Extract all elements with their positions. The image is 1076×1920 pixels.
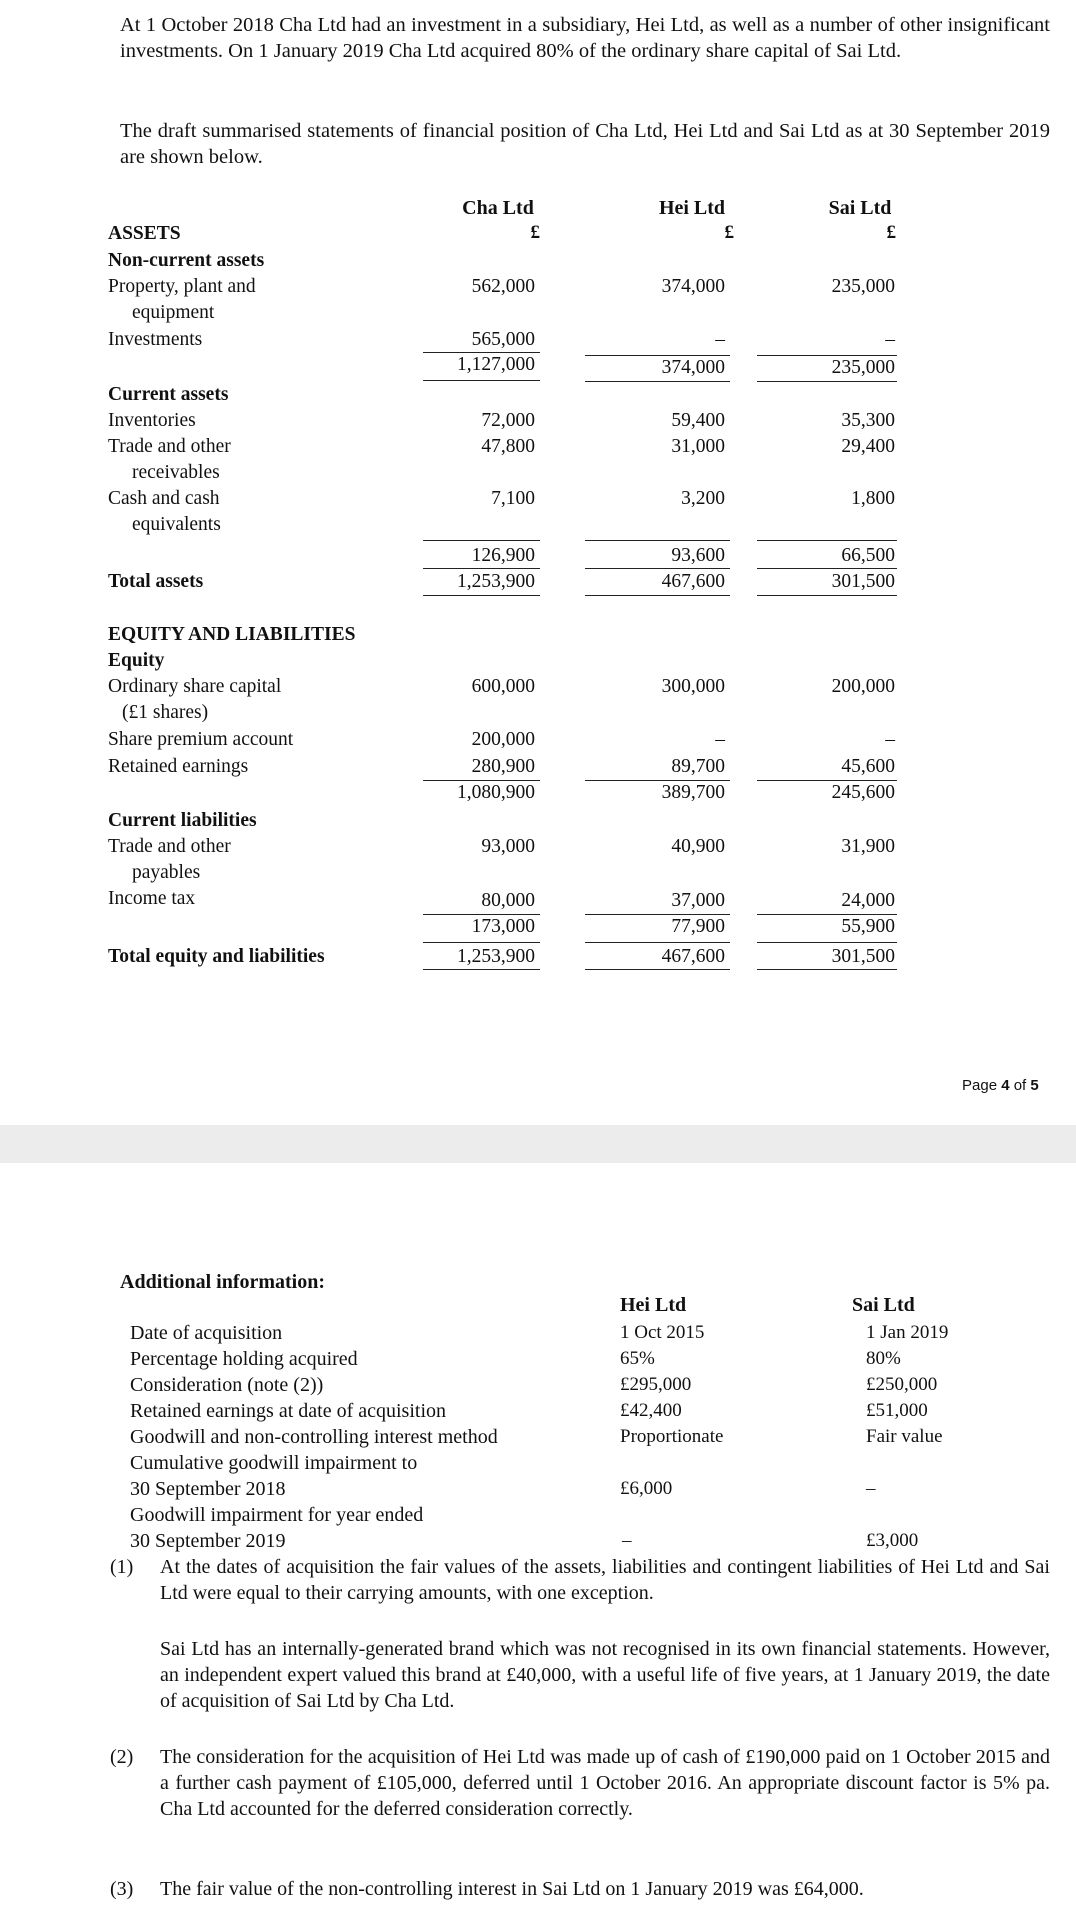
info-row-sai: £250,000 xyxy=(866,1374,938,1395)
note-number: (2) xyxy=(110,1746,134,1768)
sai-receivables: 29,400 xyxy=(841,436,895,457)
hei-cash: 3,200 xyxy=(681,488,725,509)
rule-hei-ta-top xyxy=(585,568,730,569)
note-text: At the dates of acquisition the fair values of the assets, liabilities and contingent liabilities of Hei Ltd and Sai Ltd were equal to their carrying amounts, with one exception. xyxy=(160,1556,1050,1604)
share-capital-label: Ordinary share capital xyxy=(108,676,282,697)
info-row-label: Goodwill impairment for year ended xyxy=(130,1504,424,1526)
col-heading-sai: Sai Ltd xyxy=(828,197,892,219)
info-row-sai: 80% xyxy=(866,1348,901,1369)
cha-receivables: 47,800 xyxy=(481,436,535,457)
info-row-hei: £295,000 xyxy=(620,1374,692,1395)
rule-sai-nca xyxy=(757,355,897,356)
cha-share-capital: 600,000 xyxy=(471,676,535,697)
intro-paragraph-2: The draft summarised statements of financial position of Cha Ltd, Hei Ltd and Sai Ltd as at 30 September 2019 are shown below. xyxy=(120,120,1050,168)
cha-inventories: 72,000 xyxy=(481,410,535,431)
rule-hei-eq xyxy=(585,780,730,781)
payables-label: Trade and other xyxy=(108,836,231,857)
ppe-label: Property, plant and xyxy=(108,276,256,297)
cash-label: Cash and cash xyxy=(108,488,220,509)
rule-cha-eq xyxy=(423,780,540,781)
total-assets-label: Total assets xyxy=(108,571,204,592)
sai-cash: 1,800 xyxy=(851,488,895,509)
rule-sai-eq xyxy=(757,780,897,781)
hei-total-eq-liab: 467,600 xyxy=(661,946,725,967)
info-row-label: Consideration (note (2)) xyxy=(130,1374,324,1396)
rule-sai-ca xyxy=(757,540,897,541)
info-row-label: 30 September 2019 xyxy=(130,1530,286,1552)
assets-heading: ASSETS xyxy=(108,223,181,244)
note-text: The fair value of the non-controlling interest in Sai Ltd on 1 January 2019 was £64,000. xyxy=(160,1878,864,1900)
share-capital-label-cont: (£1 shares) xyxy=(122,702,209,723)
info-row-label: Cumulative goodwill impairment to xyxy=(130,1452,418,1474)
info-row-sai: Fair value xyxy=(866,1426,943,1447)
rule-hei-tel-top xyxy=(585,942,730,943)
col-heading-hei: Hei Ltd xyxy=(658,197,726,219)
rule-sai-tel-top xyxy=(757,942,897,943)
rule-sai-ta-top xyxy=(757,568,897,569)
additional-col-hei: Hei Ltd xyxy=(620,1294,687,1316)
cha-ppe: 562,000 xyxy=(471,276,535,297)
hei-share-premium: – xyxy=(715,729,725,750)
hei-retained: 89,700 xyxy=(671,756,725,777)
info-row-label: 30 September 2018 xyxy=(130,1478,286,1500)
info-row-label: Goodwill and non-controlling interest method xyxy=(130,1426,498,1448)
equity-heading: Equity xyxy=(108,650,165,671)
info-row-hei: £42,400 xyxy=(620,1400,682,1421)
cha-ca-total: 126,900 xyxy=(471,545,535,566)
rule-cha-tel-bottom xyxy=(423,969,540,970)
sai-tax: 24,000 xyxy=(841,890,895,911)
inventories-label: Inventories xyxy=(108,410,196,431)
cha-total-eq-liab: 1,253,900 xyxy=(457,946,535,967)
page-number: Page 4 of 5 xyxy=(962,1077,1039,1094)
additional-col-sai: Sai Ltd xyxy=(852,1294,915,1316)
rule-hei-ca xyxy=(585,540,730,541)
sai-total-eq-liab: 301,500 xyxy=(831,946,895,967)
rule-hei-tel-bottom xyxy=(585,969,730,970)
info-row-label: Date of acquisition xyxy=(130,1322,283,1344)
sai-retained: 45,600 xyxy=(841,756,895,777)
hei-tax: 37,000 xyxy=(671,890,725,911)
rule-sai-ta-bottom xyxy=(757,595,897,596)
info-row-hei: 1 Oct 2015 xyxy=(620,1322,705,1343)
hei-receivables: 31,000 xyxy=(671,436,725,457)
hei-cl-total: 77,900 xyxy=(671,916,725,937)
rule-hei-nca-bottom xyxy=(585,381,730,382)
retained-earnings-label: Retained earnings xyxy=(108,756,249,777)
rule-hei-nca xyxy=(585,355,730,356)
receivables-label: Trade and other xyxy=(108,436,231,457)
info-row-sai: £3,000 xyxy=(866,1530,919,1551)
cha-tax: 80,000 xyxy=(481,890,535,911)
ppe-label-cont: equipment xyxy=(132,302,215,323)
info-row-sai: 1 Jan 2019 xyxy=(866,1322,949,1343)
rule-cha-nca xyxy=(423,352,540,353)
hei-total-assets: 467,600 xyxy=(661,571,725,592)
sai-ca-total: 66,500 xyxy=(841,545,895,566)
info-row-sai: – xyxy=(866,1478,876,1499)
info-row-label: Percentage holding acquired xyxy=(130,1348,358,1370)
hei-equity-total: 389,700 xyxy=(661,782,725,803)
investments-label: Investments xyxy=(108,329,203,350)
rule-cha-ta-top xyxy=(423,568,540,569)
equity-liabilities-heading: EQUITY AND LIABILITIES xyxy=(108,624,356,645)
rule-sai-nca-bottom xyxy=(757,381,897,382)
col-heading-cha: Cha Ltd xyxy=(462,197,534,219)
hei-nca-total: 374,000 xyxy=(661,357,725,378)
share-premium-label: Share premium account xyxy=(108,729,294,750)
sai-payables: 31,900 xyxy=(841,836,895,857)
hei-investments: – xyxy=(715,329,725,350)
cha-cash: 7,100 xyxy=(491,488,535,509)
info-row-hei: – xyxy=(622,1530,632,1551)
info-row-hei: 65% xyxy=(620,1348,655,1369)
rule-sai-tel-bottom xyxy=(757,969,897,970)
hei-ppe: 374,000 xyxy=(661,276,725,297)
currency-cha: £ xyxy=(530,222,540,243)
page-break xyxy=(0,1125,1076,1163)
rule-cha-tel-top xyxy=(423,942,540,943)
hei-ca-total: 93,600 xyxy=(671,545,725,566)
sai-ppe: 235,000 xyxy=(831,276,895,297)
note-text: Sai Ltd has an internally-generated brand which was not recognised in its own financial statements. However, an independent expert valued this brand at £40,000, with a useful life of five years, at 1 January 2019, the date of acquisition of Sai Ltd by Cha Ltd. xyxy=(160,1638,1050,1712)
currency-sai: £ xyxy=(886,222,896,243)
current-liabilities-heading: Current liabilities xyxy=(108,810,257,831)
note-text: The consideration for the acquisition of Hei Ltd was made up of cash of £190,000 paid on 1 October 2015 and a further cash payment of £105,000, deferred until 1 October 2016. An appropriate discount factor is 5% pa. Cha Ltd accounted for the deferred consideration correctly. xyxy=(160,1746,1050,1820)
sai-share-capital: 200,000 xyxy=(831,676,895,697)
note-number: (3) xyxy=(110,1878,134,1900)
current-assets-heading: Current assets xyxy=(108,384,229,405)
cha-retained: 280,900 xyxy=(471,756,535,777)
cha-nca-total: 1,127,000 xyxy=(457,354,535,375)
info-row-sai: £51,000 xyxy=(866,1400,928,1421)
cha-equity-total: 1,080,900 xyxy=(457,782,535,803)
income-tax-label: Income tax xyxy=(108,888,196,909)
rule-hei-ta-bottom xyxy=(585,595,730,596)
info-row-hei: £6,000 xyxy=(620,1478,673,1499)
payables-label-cont: payables xyxy=(132,862,201,883)
cha-payables: 93,000 xyxy=(481,836,535,857)
info-row-label: Retained earnings at date of acquisition xyxy=(130,1400,447,1422)
hei-share-capital: 300,000 xyxy=(661,676,725,697)
hei-inventories: 59,400 xyxy=(671,410,725,431)
additional-info-heading: Additional information: xyxy=(120,1271,326,1293)
rule-cha-ta-bottom xyxy=(423,595,540,596)
cash-label-cont: equivalents xyxy=(132,514,221,535)
cha-share-premium: 200,000 xyxy=(471,729,535,750)
total-equity-liabilities-label: Total equity and liabilities xyxy=(108,946,325,967)
rule-cha-ca xyxy=(423,540,540,541)
cha-investments: 565,000 xyxy=(471,329,535,350)
sai-cl-total: 55,900 xyxy=(841,916,895,937)
rule-sai-cl xyxy=(757,914,897,915)
info-row-hei: Proportionate xyxy=(620,1426,724,1447)
rule-hei-cl xyxy=(585,914,730,915)
sai-total-assets: 301,500 xyxy=(831,571,895,592)
sai-nca-total: 235,000 xyxy=(831,357,895,378)
intro-paragraph-1: At 1 October 2018 Cha Ltd had an investment in a subsidiary, Hei Ltd, as well as a number of other insignificant investments. On 1 January 2019 Cha Ltd acquired 80% of the ordinary share capital of Sai Ltd. xyxy=(120,14,1050,62)
rule-cha-nca-bottom xyxy=(423,380,540,381)
cha-cl-total: 173,000 xyxy=(471,916,535,937)
note-number: (1) xyxy=(110,1556,134,1578)
rule-cha-cl xyxy=(423,914,540,915)
sai-equity-total: 245,600 xyxy=(831,782,895,803)
cha-total-assets: 1,253,900 xyxy=(457,571,535,592)
sai-inventories: 35,300 xyxy=(841,410,895,431)
currency-hei: £ xyxy=(724,222,734,243)
sai-share-premium: – xyxy=(885,729,895,750)
noncurrent-assets-heading: Non-current assets xyxy=(108,250,265,271)
sai-investments: – xyxy=(885,329,895,350)
hei-payables: 40,900 xyxy=(671,836,725,857)
receivables-label-cont: receivables xyxy=(132,462,220,483)
